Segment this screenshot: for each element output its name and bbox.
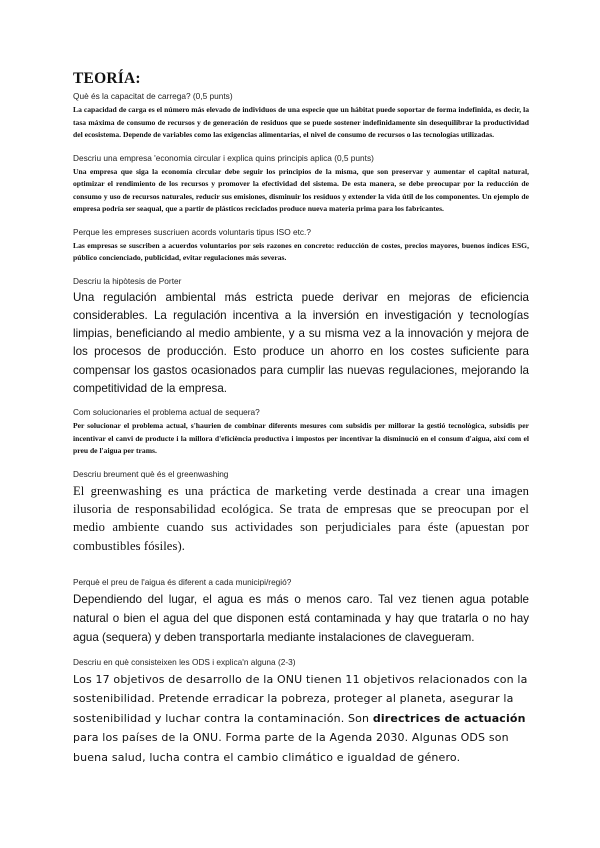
question-block-iso: [73, 227, 529, 265]
answer-text: Una regulación ambiental más estricta puede derivar en mejoras de eficiencia considerables. La regulación incentiva a la inversión en investigación y tecnologías limpias, beneficiando al medio ambiente, y a su misma vez a la innovación y mejora de los procesos de producción. Esto produce un ahorro en los costes suficiente para compensar los gastos ocasionados para cumplir las nuevas regulaciones, mejorando la competitividad de la empresa.: [73, 290, 529, 395]
question-block-greenwashing: [73, 469, 529, 555]
answer-text: El greenwashing es una práctica de marketing verde destinada a crear una imagen ilusoria de responsabilidad ecológica. Se trata de empresas que se preocupan por el medio ambiente cuando sus actividades son perjudiciales para éste (apuestan por combustibles fósiles).: [73, 483, 529, 553]
answer-text: Las empresas se suscriben a acuerdos voluntarios por seis razones en concreto: reducción de costes, precios mayores, buenos índices ESG, público concienciado, publicidad, evitar regulaciones más severas.: [73, 240, 529, 262]
answer-text: La capacidad de carga es el número más elevado de individuos de una especie que un hábitat puede soportar de forma indefinida, es decir, la tasa máxima de consumo de recursos y de generación de residuos que se puede sostener indefinidamente sin desequilibrar la productividad del ecosistema. Depende de variables como las exigencias alimentarias, el nivel de consumo de recursos o las tecnologías utilizadas.: [73, 105, 529, 139]
question-heading: Descriu la hipòtesis de Porter: [73, 275, 182, 286]
question-block-ods: [73, 657, 529, 767]
page-title: TEORÍA:: [73, 70, 141, 87]
question-heading: Descriu una empresa 'economia circular i explica quins principis aplica (0,5 punts): [73, 152, 374, 163]
question-block-circular-economy: [73, 153, 529, 216]
answer-text: Dependiendo del lugar, el agua es más o menos caro. Tal vez tienen agua potable natural o bien el agua del que disponen está contaminada y hay que tratarla o no hay agua (sequera) y deben transportarla mediante instalaciones de clavegueram.: [73, 592, 529, 644]
question-block-water-price: [73, 577, 529, 647]
answer-text: Per solucionar el problema actual, s'haurien de combinar diferents mesures com subsidis per millorar la gestió tecnològica, subsidis per incentivar el canvi de producte i la millora d'eficiència productiva i impostos per incentivar la disminució en el consum d'aigua, així com el preu de l'aigua per trams.: [73, 421, 529, 456]
question-heading: Com solucionaries el problema actual de sequera?: [73, 407, 260, 418]
answer-text-part: Los 17 objetivos de desarrollo de la ONU tienen 11 objetivos relacionados con la sostenibilidad. Pretende erradicar la pobreza, proteger al planeta, asegurar la sostenibilidad y luchar contra la contaminación. Son: [73, 672, 528, 725]
question-heading: Perque les empreses suscriuen acords voluntaris tipus ISO etc.?: [73, 226, 311, 237]
question-heading: Descriu en què consisteixen les ODS i explica'n alguna (2-3): [73, 656, 296, 667]
answer-text-part: para los países de la ONU. Forma parte de la Agenda 2030. Algunas ODS son buena salud, lucha contra el cambio climático e igualdad de género.: [73, 731, 509, 764]
question-heading: Perquè el preu de l'aigua és diferent a cada municipi/regió?: [73, 576, 292, 587]
document-page: [73, 70, 529, 778]
question-block-porter: [73, 276, 529, 399]
answer-text: [73, 670, 529, 767]
question-block-capacity: [73, 91, 529, 142]
answer-text: Una empresa que siga la economía circular debe seguir los principios de la misma, que son preservar y aumentar el capital natural, optimizar el rendimiento de los recursos y promover la efectividad del sistema. De esta manera, se debe preocupar por la reducción de consumo y uso de recursos naturales, reducir sus emisiones, disminuir los residuos y extender la vida útil de los componentes. Un ejemplo de empresa podría ser seaqual, que a partir de plásticos reciclados produce nueva materia prima para los fabricantes.: [73, 166, 529, 213]
question-heading: Què és la capacitat de carrega? (0,5 punts): [73, 91, 233, 101]
answer-text-bold: directrices de actuación: [372, 711, 526, 725]
question-heading: Descriu breument què és el greenwashing: [73, 468, 229, 479]
question-block-drought: [73, 407, 529, 458]
